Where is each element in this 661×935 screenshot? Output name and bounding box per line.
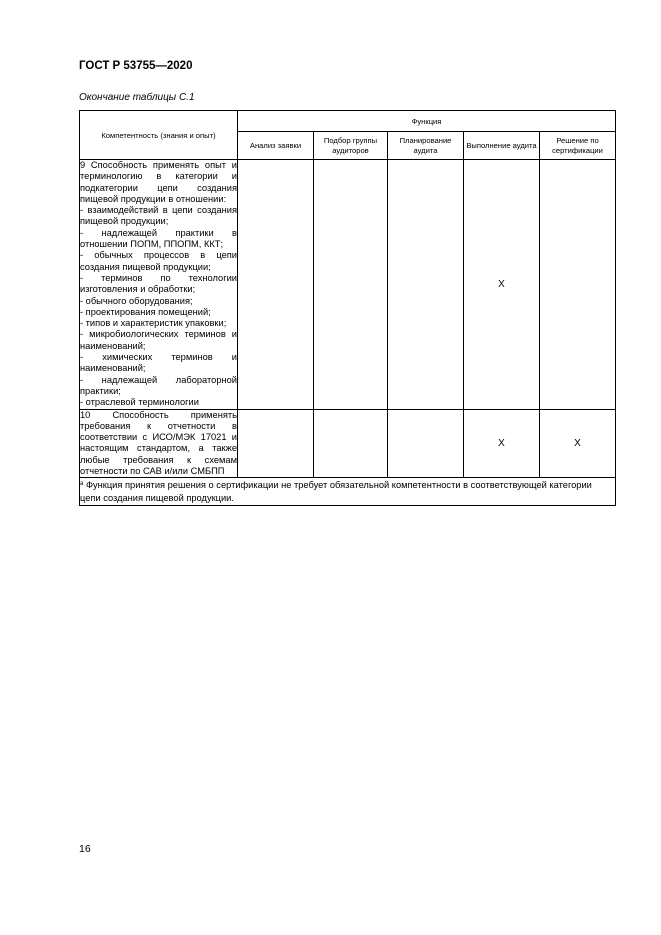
competence-table <box>79 110 616 506</box>
function-col-header: Решение по сертификации <box>540 132 616 160</box>
page-number: 16 <box>79 843 91 855</box>
footnote-row <box>80 478 616 506</box>
competence-line: - обычных процессов в цепи создания пищевой продукции; <box>80 250 237 272</box>
competence-line: - отраслевой терминологии <box>80 397 199 408</box>
competence-line: 10 Способность применять требования к отчетности в соответствии с ИСО/МЭК 17021 и настоящим стандартом, а также любые требования к схемам отчетности по САВ и/или СМБПП <box>80 409 237 477</box>
competence-cell <box>80 409 238 478</box>
function-col-header: Подбор группы аудиторов <box>314 132 388 160</box>
function-header: Функция <box>238 111 616 132</box>
table-row <box>80 409 616 478</box>
table-row <box>80 160 616 410</box>
footnote-marker: a <box>80 481 84 488</box>
function-col-header: Планирование аудита <box>388 132 464 160</box>
document-code: ГОСТ Р 53755—2020 <box>79 60 193 72</box>
competence-header: Компетентность (знания и опыт) <box>80 111 238 160</box>
competence-line: - взаимодействий в цепи создания пищевой продукции; <box>80 205 237 227</box>
mark-cell <box>314 160 388 410</box>
competence-line: - обычного оборудования; <box>80 295 193 306</box>
competence-line: - проектирования помещений; <box>80 306 211 317</box>
mark-cell <box>388 160 464 410</box>
competence-line: - химических терминов и наименований; <box>80 352 237 374</box>
mark-cell: X <box>464 409 540 478</box>
competence-line: 9 Способность применять опыт и терминологию в категории и подкатегории цепи создания пищевой продукции в отношении: <box>80 160 237 204</box>
mark-cell <box>540 160 616 410</box>
function-col-header: Анализ заявки <box>238 132 314 160</box>
table-caption: Окончание таблицы С.1 <box>79 92 195 103</box>
mark-cell: X <box>540 409 616 478</box>
table-footnote <box>80 478 616 506</box>
mark-cell <box>238 409 314 478</box>
competence-cell <box>80 160 238 410</box>
function-col-header: Выполнение аудита <box>464 132 540 160</box>
competence-line: - надлежащей практики в отношении ПОПМ, ППОПМ, ККТ; <box>80 227 237 250</box>
competence-line: - типов и характеристик упаковки; <box>80 318 227 329</box>
mark-cell <box>314 409 388 478</box>
mark-cell <box>238 160 314 410</box>
mark-cell: X <box>464 160 540 410</box>
mark-cell <box>388 409 464 478</box>
footnote-text: Функция принятия решения о сертификации не требует обязательной компетентности в соответствующей категории цепи создания пищевой продукции. <box>80 480 592 504</box>
competence-line: - микробиологических терминов и наименований; <box>80 329 237 351</box>
competence-line: - надлежащей лабораторной практики; <box>80 374 237 396</box>
competence-line: - терминов по технологии изготовления и обработки; <box>80 272 237 295</box>
